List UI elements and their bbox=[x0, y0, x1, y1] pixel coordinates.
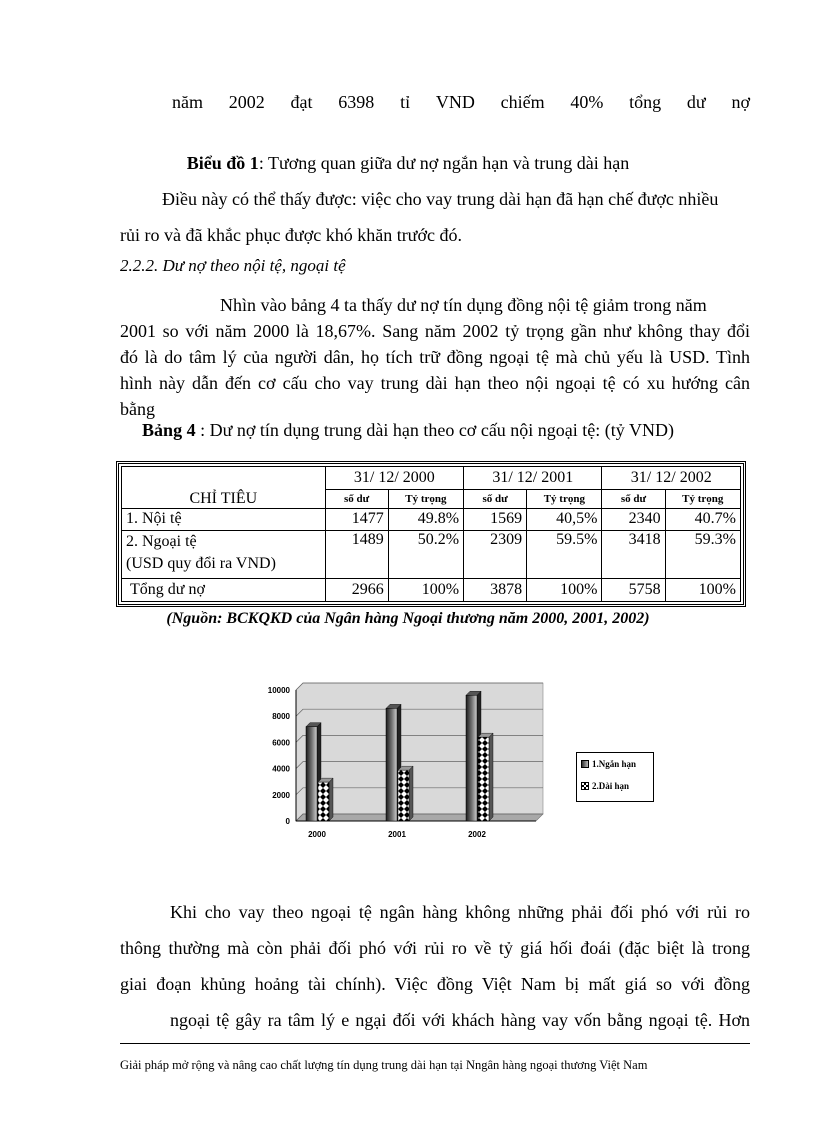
header-year: 31/ 12/ 2001 bbox=[464, 467, 602, 490]
paragraph-line: thông thường mà còn phải đối phó với rủi ro về tỷ giá hối đoái (đặc biệt là trong bbox=[120, 938, 750, 958]
page-footer: Giải pháp mở rộng và nâng cao chất lượng tín dụng trung dài hạn tại Nngân hàng ngoại thương Việt Nam bbox=[120, 1058, 648, 1072]
cell: 1489 bbox=[325, 531, 388, 579]
section-heading: 2.2.2. Dư nợ theo nội tệ, ngoại tệ bbox=[120, 256, 346, 275]
chart-caption bbox=[0, 153, 816, 174]
paragraph-line: 2001 so với năm 2000 là 18,67%. Sang năm 2002 tỷ trọng gần như không thay đổi bbox=[120, 321, 750, 341]
paragraph-line: giai đoạn khủng hoảng tài chính). Việc đồng Việt Nam bị mất giá so với đồng bbox=[120, 974, 750, 994]
chart-legend bbox=[576, 752, 654, 802]
word: nợ bbox=[731, 92, 750, 112]
caption-text: : Tương quan giữa dư nợ ngắn hạn và trung dài hạn bbox=[258, 153, 630, 173]
header-balance: số dư bbox=[464, 489, 527, 508]
paragraph-line: đó là do tâm lý của người dân, họ tích trữ đồng ngoại tệ mà chủ yếu là USD. Tình bbox=[120, 347, 750, 367]
source-note: (Nguồn: BCKQKD của Ngân hàng Ngoại thương năm 2000, 2001, 2002) bbox=[166, 610, 650, 627]
header-year: 31/ 12/ 2002 bbox=[602, 467, 741, 490]
bar-side bbox=[329, 778, 333, 821]
word: năm bbox=[172, 92, 203, 112]
word: 6398 bbox=[338, 92, 375, 112]
cell: 49.8% bbox=[388, 508, 463, 531]
bar-side bbox=[489, 733, 493, 821]
cell: 1569 bbox=[464, 508, 527, 531]
cell: 100% bbox=[665, 579, 740, 602]
cell: 2309 bbox=[464, 531, 527, 579]
table-label: Bảng 4 bbox=[142, 420, 196, 440]
cell: 2966 bbox=[325, 579, 388, 602]
paragraph-2 bbox=[120, 292, 750, 422]
word: 40% bbox=[570, 92, 604, 112]
cell: 5758 bbox=[602, 579, 665, 602]
y-tick-label: 4000 bbox=[272, 764, 290, 774]
y-tick-label: 6000 bbox=[272, 738, 290, 748]
paragraph-line: Khi cho vay theo ngoại tệ ngân hàng không những phải đối phó với rủi ro bbox=[170, 902, 750, 922]
x-tick-label: 2002 bbox=[468, 830, 486, 839]
data-table-frame bbox=[116, 461, 746, 607]
paragraph-line: bằng bbox=[120, 399, 155, 419]
header-year: 31/ 12/ 2000 bbox=[325, 467, 463, 490]
header-criteria: CHỈ TIÊU bbox=[122, 467, 326, 509]
y-tick-label: 10000 bbox=[267, 686, 290, 695]
paragraph-3 bbox=[120, 898, 750, 1042]
word: chiếm bbox=[500, 92, 545, 112]
cell: 40,5% bbox=[527, 508, 602, 531]
continued-line bbox=[172, 92, 750, 113]
legend-swatch bbox=[581, 782, 589, 790]
bar bbox=[306, 727, 317, 821]
cell: 50.2% bbox=[388, 531, 463, 579]
cell: 59.5% bbox=[527, 531, 602, 579]
legend-item bbox=[581, 781, 653, 791]
caption-label: Biểu đồ 1 bbox=[186, 153, 259, 173]
footer-rule bbox=[120, 1043, 750, 1044]
paragraph-line: Nhìn vào bảng 4 ta thấy dư nợ tín dụng đồng nội tệ giảm trong năm bbox=[220, 295, 707, 315]
bar-chart bbox=[254, 680, 554, 848]
row-label: 1. Nội tệ bbox=[122, 508, 326, 531]
y-tick-label: 0 bbox=[285, 817, 290, 826]
bar bbox=[466, 695, 477, 821]
word: tổng bbox=[629, 92, 662, 112]
header-share: Tỷ trọng bbox=[388, 489, 463, 508]
header-share: Tỷ trọng bbox=[527, 489, 602, 508]
row-label: Tổng dư nợ bbox=[122, 579, 326, 602]
word: dư bbox=[686, 92, 706, 112]
row-label-line: 2. Ngoại tệ bbox=[126, 533, 197, 551]
header-share: Tỷ trọng bbox=[665, 489, 740, 508]
bar bbox=[318, 782, 329, 821]
legend-swatch bbox=[581, 760, 589, 768]
paragraph-line: ngoại tệ gây ra tâm lý e ngại đối với khách hàng vay vốn bằng ngoại tệ. Hơn bbox=[170, 1010, 750, 1030]
cell: 100% bbox=[388, 579, 463, 602]
cell: 1477 bbox=[325, 508, 388, 531]
cell: 100% bbox=[527, 579, 602, 602]
cell: 2340 bbox=[602, 508, 665, 531]
word: tỉ bbox=[400, 92, 411, 112]
header-balance: số dư bbox=[325, 489, 388, 508]
table-title-text: : Dư nợ tín dụng trung dài hạn theo cơ cấu nội ngoại tệ: (tỷ VND) bbox=[195, 420, 674, 440]
header-balance: số dư bbox=[602, 489, 665, 508]
x-tick-label: 2001 bbox=[388, 830, 406, 839]
paragraph-1 bbox=[120, 186, 750, 258]
word: 2002 bbox=[228, 92, 265, 112]
row-label-line: (USD quy đổi ra VND) bbox=[126, 555, 276, 573]
table-row bbox=[122, 508, 741, 531]
data-table bbox=[121, 466, 741, 602]
y-tick-label: 2000 bbox=[272, 790, 290, 800]
bar-side bbox=[409, 766, 413, 821]
row-label bbox=[122, 531, 326, 579]
legend-label: 2.Dài hạn bbox=[592, 781, 630, 791]
bar bbox=[398, 770, 409, 821]
bar bbox=[478, 737, 489, 821]
table-row bbox=[122, 531, 741, 579]
y-tick-label: 8000 bbox=[272, 712, 290, 722]
cell: 40.7% bbox=[665, 508, 740, 531]
legend-label: 1.Ngắn hạn bbox=[592, 759, 637, 769]
cell: 3878 bbox=[464, 579, 527, 602]
cell: 3418 bbox=[602, 531, 665, 579]
x-tick-label: 2000 bbox=[308, 830, 326, 839]
paragraph-line: rủi ro và đã khắc phục được khó khăn trước đó. bbox=[120, 225, 462, 245]
paragraph-line: hình này dẫn đến cơ cấu cho vay trung dài hạn theo nội ngoại tệ có xu hướng cân bbox=[120, 373, 750, 393]
cell: 59.3% bbox=[665, 531, 740, 579]
bar bbox=[386, 708, 397, 821]
table-row bbox=[122, 579, 741, 602]
paragraph-line: Điều này có thể thấy được: việc cho vay trung dài hạn đã hạn chế được nhiều bbox=[162, 189, 719, 209]
word: đạt bbox=[290, 92, 313, 112]
legend-item bbox=[581, 759, 653, 769]
table-title bbox=[0, 420, 816, 441]
word: VND bbox=[435, 92, 475, 112]
